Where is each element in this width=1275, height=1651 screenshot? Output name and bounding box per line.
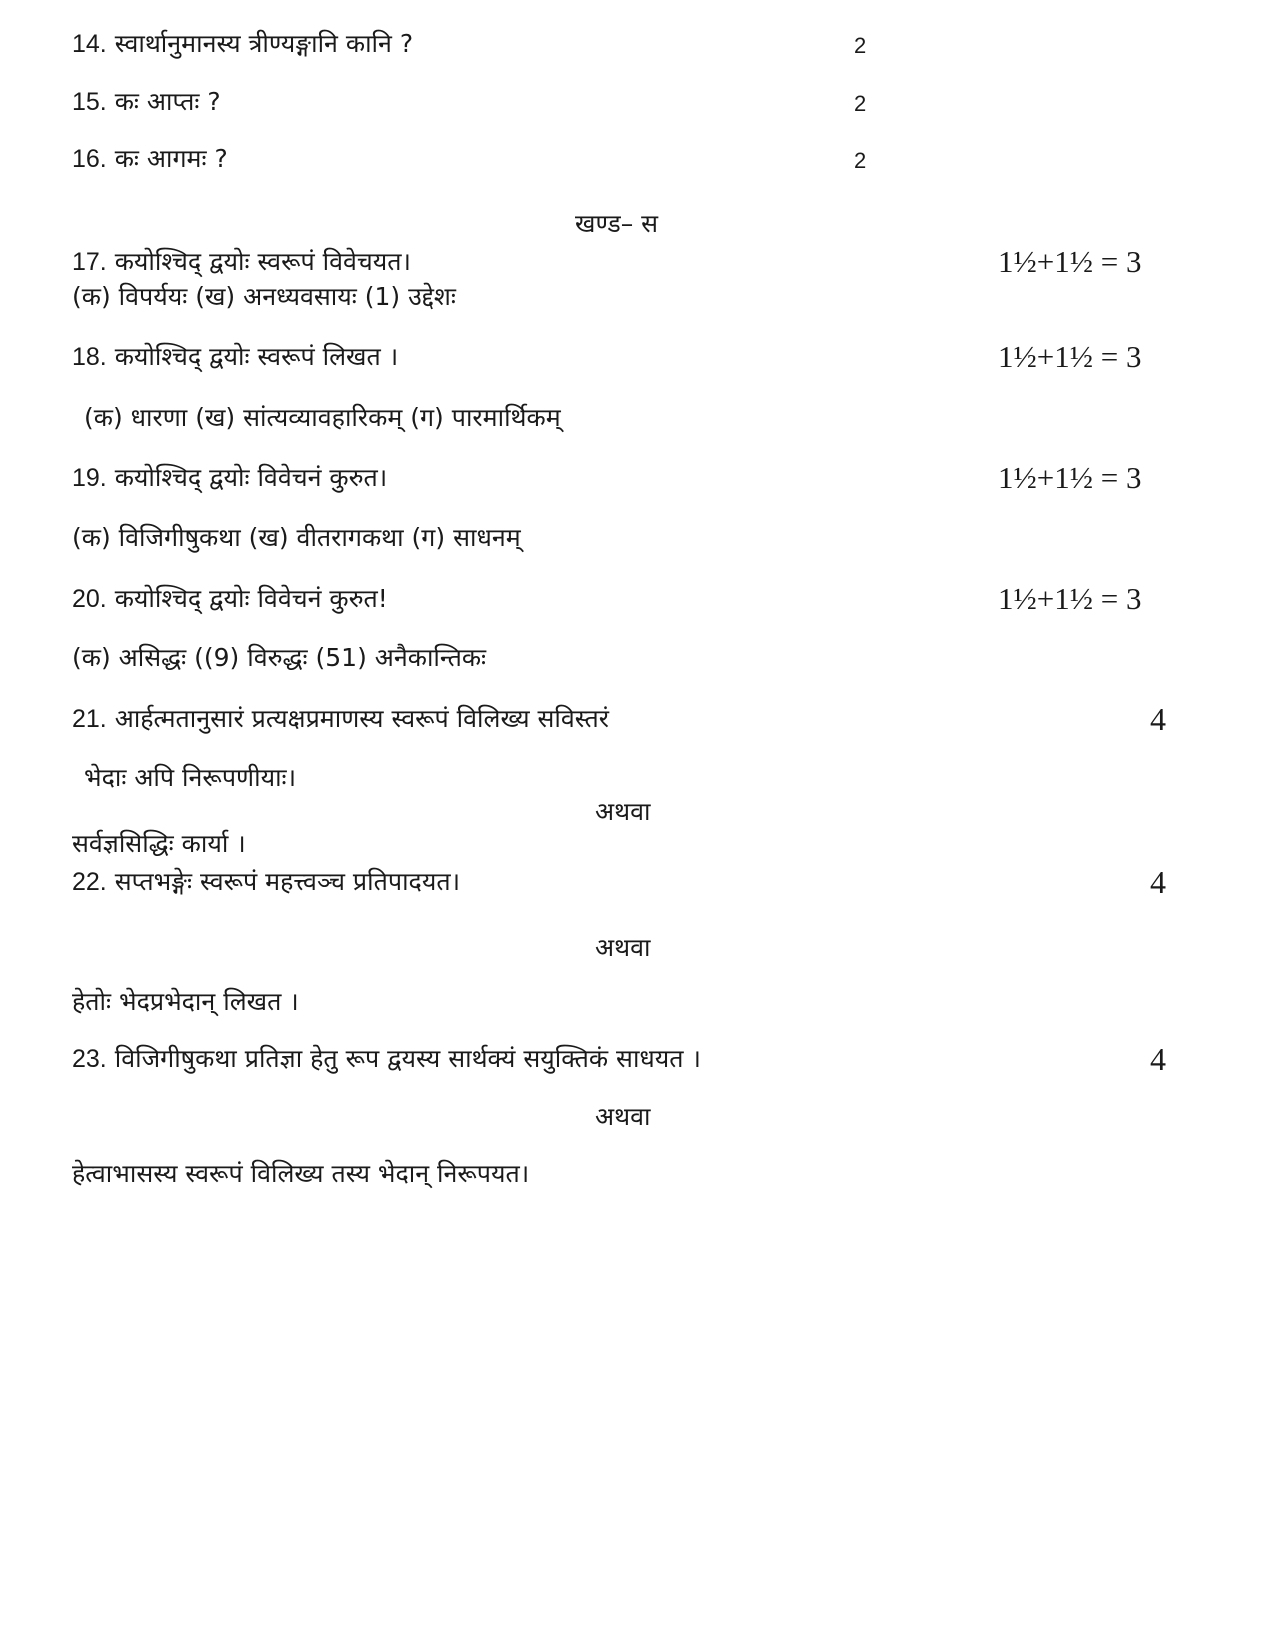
marks-20: 1½+1½ = 3	[998, 581, 1142, 616]
question-text: कः आप्तः ?	[114, 87, 221, 116]
options-18: (क) धारणा (ख) सांत्यव्यावहारिकम् (ग) पारमार्थिकम्	[84, 403, 561, 432]
question-16	[72, 143, 228, 175]
or-label-23: अथवा	[595, 1102, 651, 1131]
or-label-22: अथवा	[595, 933, 651, 962]
question-text: आर्हत्मतानुसारं प्रत्यक्षप्रमाणस्य स्वरूपं विलिख्य सविस्तरं	[114, 704, 610, 733]
question-14	[72, 28, 413, 60]
question-18	[72, 341, 398, 373]
alternative-21: सर्वज्ञसिद्धिः कार्या ।	[72, 829, 246, 858]
question-number: 14.	[72, 30, 107, 58]
question-number: 22.	[72, 868, 107, 896]
alternative-23: हेत्वाभासस्य स्वरूपं विलिख्य तस्य भेदान् निरूपयत।	[72, 1159, 530, 1188]
marks-17: 1½+1½ = 3	[998, 244, 1142, 279]
question-number: 19.	[72, 464, 107, 492]
alternative-22: हेतोः भेदप्रभेदान् लिखत ।	[72, 987, 299, 1016]
question-text: कयोश्चिद् द्वयोः विवेचनं कुरुत।	[114, 463, 388, 492]
marks-18: 1½+1½ = 3	[998, 339, 1142, 374]
options-17: (क) विपर्ययः (ख) अनध्यवसायः (1) उद्देशः	[72, 282, 456, 311]
marks-23: 4	[1150, 1041, 1166, 1077]
or-label-21: अथवा	[595, 797, 651, 826]
marks-16: 2	[854, 148, 867, 173]
marks-19: 1½+1½ = 3	[998, 460, 1142, 495]
question-22	[72, 866, 460, 898]
marks-14: 2	[854, 33, 867, 58]
marks-15: 2	[854, 91, 867, 116]
question-text: कः आगमः ?	[114, 144, 228, 173]
question-15	[72, 86, 221, 118]
question-19	[72, 462, 387, 494]
question-text: कयोश्चिद् द्वयोः स्वरूपं लिखत ।	[114, 342, 399, 371]
options-20: (क) असिद्धः ((9) विरुद्धः (51) अनैकान्तिकः	[72, 643, 487, 672]
question-text: सप्तभङ्गेः स्वरूपं महत्त्वञ्च प्रतिपादयत।	[114, 867, 461, 896]
question-number: 15.	[72, 88, 107, 116]
question-21	[72, 703, 609, 735]
question-number: 21.	[72, 705, 107, 733]
question-number: 18.	[72, 343, 107, 371]
question-23	[72, 1043, 701, 1075]
options-19: (क) विजिगीषुकथा (ख) वीतरागकथा (ग) साधनम्	[72, 523, 521, 552]
question-number: 23.	[72, 1045, 107, 1073]
question-number: 17.	[72, 248, 107, 276]
question-number: 20.	[72, 585, 107, 613]
question-text: कयोश्चिद् द्वयोः विवेचनं कुरुत!	[114, 584, 388, 613]
question-number: 16.	[72, 145, 107, 173]
question-17	[72, 246, 411, 278]
question-text: कयोश्चिद् द्वयोः स्वरूपं विवेचयत।	[114, 247, 412, 276]
continuation-21: भेदाः अपि निरूपणीयाः।	[84, 763, 297, 792]
question-text: स्वार्थानुमानस्य त्रीण्यङ्गानि कानि ?	[114, 29, 414, 58]
section-heading: खण्ड– स	[575, 209, 659, 238]
marks-22: 4	[1150, 864, 1166, 900]
question-20	[72, 583, 388, 615]
question-text: विजिगीषुकथा प्रतिज्ञा हेतु रूप द्वयस्य सार्थक्यं सयुक्तिकं साधयत ।	[114, 1044, 701, 1073]
marks-21: 4	[1150, 701, 1166, 737]
